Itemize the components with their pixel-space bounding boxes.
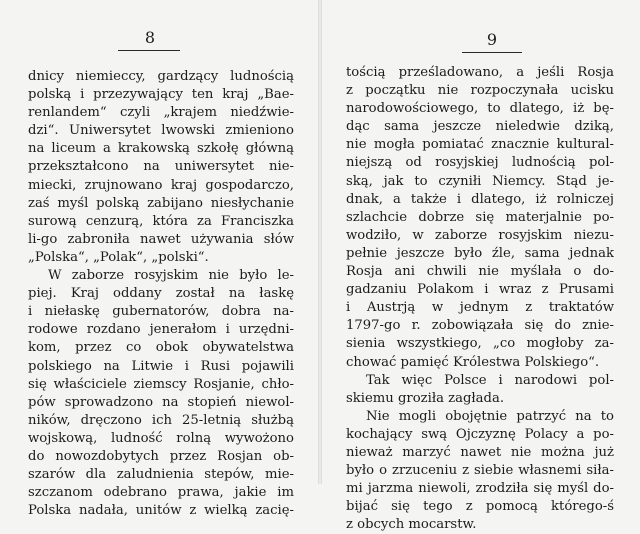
text-line: li-go zabroniła nawet używania słów xyxy=(28,231,294,247)
text-line: nieważ marzyć nawet nie można już xyxy=(346,444,614,460)
text-line: dąc sama jeszcze nieledwie dziką, xyxy=(346,119,614,135)
text-line: piej. Kraj oddany został na łaskę xyxy=(28,286,294,302)
text-line: wodziło, w zaborze rosyjskim niezu- xyxy=(346,227,614,243)
text-line: do nowozdobytych przez Rosjan ob- xyxy=(28,448,294,464)
page-number-rule-right xyxy=(462,52,522,53)
text-line: pów sprowadzono na stopień niewol- xyxy=(28,394,294,410)
text-line: polską i przezywający ten kraj „Bae- xyxy=(28,87,294,103)
text-line: na liceum a krakowską szkołę główną xyxy=(28,141,294,157)
text-line: Nie mogli obojętnie patrzyć na to xyxy=(366,408,614,424)
text-line: było o zrzuceniu z siebie własnemi siła- xyxy=(346,463,614,479)
text-line: szlachcie dobrze się materjalnie po- xyxy=(346,209,614,225)
text-line: polskiego na Litwie i Rusi pojawili xyxy=(28,358,294,374)
text-line: szczanom odebrano prawa, jakie im xyxy=(28,485,294,501)
right-page-text xyxy=(346,64,614,534)
page-number-right: 9 xyxy=(486,30,498,49)
text-line: surową cenzurą, która za Franciszka xyxy=(28,213,294,229)
text-line: mi jarzma niewoli, zrodziła się myśl do- xyxy=(346,481,614,497)
text-line: Rosja ani chwili nie myślała o do- xyxy=(346,264,614,280)
text-line: sienia wszystkiego, „co mogłoby za- xyxy=(346,336,614,352)
text-line: tością prześladowano, a jeśli Rosja xyxy=(346,65,614,80)
text-line: i Austrją w jednym z traktatów xyxy=(346,300,614,316)
text-line: 1797-go r. zobowiązała się do znie- xyxy=(346,318,614,334)
text-line: gadzaniu Polakom i wraz z Prusami xyxy=(346,282,614,298)
left-page-text xyxy=(28,68,294,520)
text-line: i niełaskę gubernatorów, dobra na- xyxy=(28,304,294,320)
text-line: „Polska“, „Polak“, „polski“. xyxy=(28,249,209,265)
text-line: niejszą od rosyjskiej ludnością pol- xyxy=(346,155,614,171)
text-line: się właściciele ziemscy Rosjanie, chło- xyxy=(28,376,294,392)
text-line: ników, dręczono ich 25-letnią służbą xyxy=(28,412,294,428)
text-line: dzi“. Uniwersytet lwowski zmieniono xyxy=(28,123,294,139)
text-line: przekształcono na uniwersytet nie- xyxy=(28,159,294,175)
text-line: kochający swą Ojczyznę Polacy a po- xyxy=(346,426,614,442)
text-line: chować pamięć Królestwa Polskiego“. xyxy=(346,354,600,370)
text-line: Polska nadała, unitów z wielką zacię- xyxy=(28,503,294,519)
text-line: kom, przez co obok obywatelstwa xyxy=(28,340,294,356)
text-line: Tak więc Polsce i narodowi pol- xyxy=(366,372,614,388)
text-line: ską, jak to czyniłi Niemcy. Stąd je- xyxy=(346,173,614,189)
text-line: dnicy niemieccy, gardzący ludnością xyxy=(28,69,294,84)
text-line: bijać się tego z pomocą którego-ś xyxy=(346,499,614,515)
text-line: skiemu groziła zagłada. xyxy=(346,390,505,406)
text-line: dnak, a także i dlatego, iż rolniczej xyxy=(346,191,614,207)
text-line: pełnie jeszcze było źle, sama jednak xyxy=(346,245,614,261)
text-line: zaś myśl polską zabijano niesłychanie xyxy=(28,195,294,211)
text-line: rodowe rozdano jenerałom i urzędni- xyxy=(28,322,294,338)
page-number-left: 8 xyxy=(144,28,156,47)
left-page xyxy=(0,0,320,519)
text-line: nie mogła pomiatać znacznie kultural- xyxy=(346,137,614,153)
text-line: miecki, zrujnowano kraj gospodarczo, xyxy=(28,177,294,193)
text-line: narodowościowego, to dlatego, iż bę- xyxy=(346,101,614,117)
text-line: z obcych mocarstw. xyxy=(346,517,477,533)
text-line: wojskową, ludność rolną wywożono xyxy=(28,430,294,446)
page-number-rule-left xyxy=(118,50,180,51)
text-line: renlandem“ czyli „krajem niedźwie- xyxy=(28,105,294,121)
right-page xyxy=(322,0,640,533)
text-line: z początku nie rozpoczynała ucisku xyxy=(346,83,614,99)
text-line: W zaborze rosyjskim nie było le- xyxy=(48,268,294,284)
text-line: szarów dla zaludnienia stepów, mie- xyxy=(28,467,294,483)
